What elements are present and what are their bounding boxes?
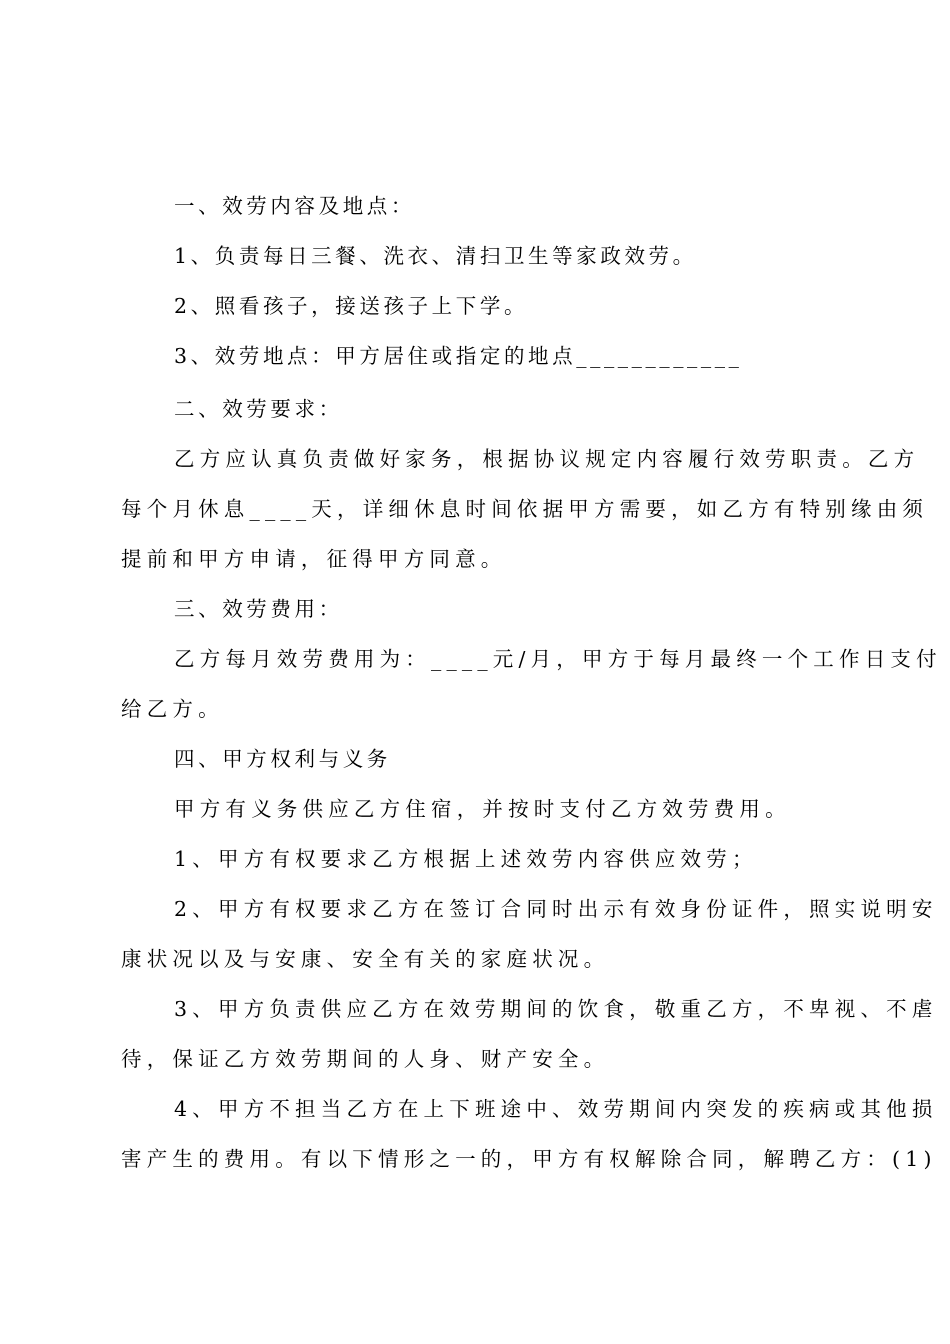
clause-4-4-line-2: 害产生的费用。有以下情形之一的，甲方有权解除合同，解聘乙方：(1) <box>121 1147 937 1171</box>
paragraph-3-line-1: 乙方每月效劳费用为：____元/月，甲方于每月最终一个工作日支付 <box>174 647 942 671</box>
paragraph-3-line-2: 给乙方。 <box>121 697 224 721</box>
clause-1-2: 2、照看孩子，接送孩子上下学。 <box>174 294 529 318</box>
paragraph-4-intro: 甲方有义务供应乙方住宿，并按时支付乙方效劳费用。 <box>174 797 791 821</box>
section-heading-4: 四、甲方权利与义务 <box>174 747 391 771</box>
clause-4-4-line-1: 4、甲方不担当乙方在上下班途中、效劳期间内突发的疾病或其他损 <box>174 1097 938 1121</box>
clause-4-2-line-1: 2、甲方有权要求乙方在签订合同时出示有效身份证件，照实说明安 <box>174 897 938 921</box>
clause-4-3-line-1: 3、甲方负责供应乙方在效劳期间的饮食，敬重乙方，不卑视、不虐 <box>174 997 938 1021</box>
section-heading-2: 二、效劳要求： <box>174 397 343 421</box>
clause-1-3: 3、效劳地点：甲方居住或指定的地点____________ <box>174 344 743 368</box>
section-heading-1: 一、效劳内容及地点： <box>174 194 415 218</box>
clause-4-1: 1、甲方有权要求乙方根据上述效劳内容供应效劳； <box>174 847 758 871</box>
clause-4-3-line-2: 待，保证乙方效劳期间的人身、财产安全。 <box>121 1047 610 1071</box>
clause-4-2-line-2: 康状况以及与安康、安全有关的家庭状况。 <box>121 947 610 971</box>
paragraph-2-line-3: 提前和甲方申请，征得甲方同意。 <box>121 547 507 571</box>
section-heading-3: 三、效劳费用： <box>174 597 343 621</box>
paragraph-2-line-1: 乙方应认真负责做好家务，根据协议规定内容履行效劳职责。乙方 <box>174 447 920 471</box>
clause-1-1: 1、负责每日三餐、洗衣、清扫卫生等家政效劳。 <box>174 244 697 268</box>
paragraph-2-line-2: 每个月休息____天，详细休息时间依据甲方需要，如乙方有特别缘由须 <box>121 497 929 521</box>
